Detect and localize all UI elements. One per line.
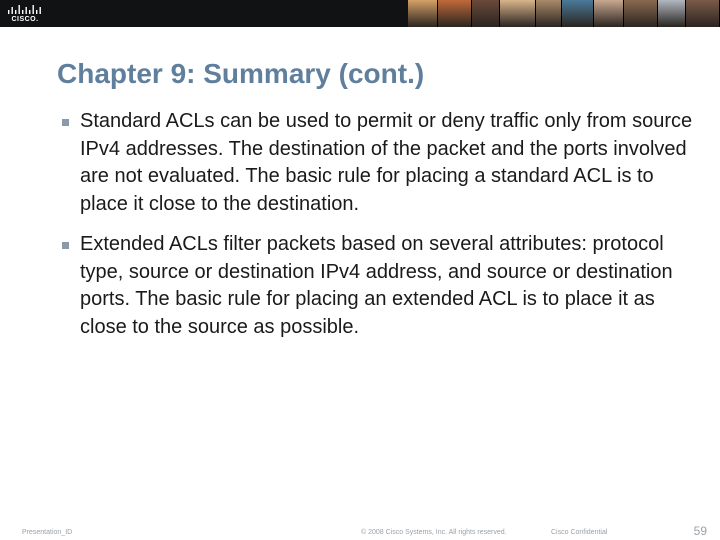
bullet-item [60, 108, 700, 218]
cisco-bridge-icon [6, 4, 44, 16]
slide-title: Chapter 9: Summary (cont.) [57, 58, 425, 89]
header-bar [0, 0, 720, 27]
photo-tile [686, 0, 720, 27]
photo-tile [438, 0, 472, 27]
confidential-label: Cisco Confidential [551, 529, 608, 536]
photo-strip [408, 0, 720, 27]
bullet-item [60, 231, 700, 341]
presentation-id: Presentation_ID [22, 529, 73, 536]
bullet-text: Standard ACLs can be used to permit or deny traffic only from source IPv4 addresses. The destination of the packet and the ports involved are not evaluated. The basic rule for placing a standard ACL is to place it close to the destination. [80, 110, 693, 215]
copyright-notice: © 2008 Cisco Systems, Inc. All rights reserved. [361, 529, 507, 536]
photo-tile [500, 0, 536, 27]
photo-tile [536, 0, 562, 27]
photo-tile [408, 0, 438, 27]
photo-tile [658, 0, 686, 27]
bullet-list [60, 108, 700, 341]
bullet-text: Extended ACLs filter packets based on several attributes: protocol type, source or destination IPv4 address, and source or destination ports. The basic rule for placing an extended ACL is to place it as close to the source as possible. [80, 233, 673, 338]
photo-tile [562, 0, 594, 27]
square-bullet-icon [62, 119, 69, 126]
square-bullet-icon [62, 242, 69, 249]
photo-tile [594, 0, 624, 27]
page-number: 59 [693, 524, 707, 538]
cisco-logo [6, 3, 44, 23]
photo-tile [624, 0, 658, 27]
photo-tile [472, 0, 500, 27]
logo-text: CISCO. [11, 16, 39, 23]
